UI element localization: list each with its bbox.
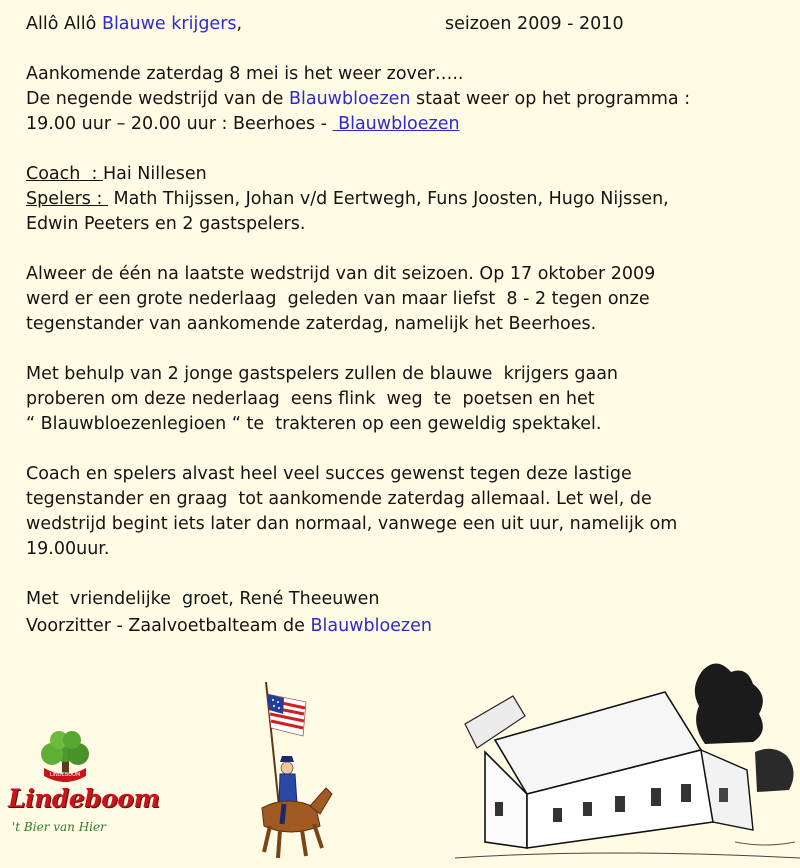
paragraph-line: Alweer de één na laatste wedstrijd van dit seizoen. Op 17 oktober 2009 <box>26 264 656 284</box>
players-label: Spelers : <box>26 189 108 209</box>
players-list: Math Thijssen, Johan v/d Eertwegh, Funs Joosten, Hugo Nijssen, <box>107 189 669 209</box>
coach-line <box>26 162 786 187</box>
paragraph-line: 19.00uur. <box>26 539 110 559</box>
greeting-suffix: , <box>236 14 243 34</box>
match-time-line: 19.00 uur – 20.00 uur : Beerhoes - Blauwbloezen <box>26 114 460 134</box>
paragraph-line: “ Blauwbloezenlegioen “ te trakteren op een geweldig spektakel. <box>26 414 602 434</box>
farmhouse-sketch-icon <box>455 652 800 868</box>
coach-label: Coach : <box>26 164 103 184</box>
paragraph-line: Met behulp van 2 jonge gastspelers zullen de blauwe krijgers gaan <box>26 364 619 384</box>
rider-with-flag-icon <box>240 676 340 866</box>
season-label: seizoen 2009 - 2010 <box>445 14 624 34</box>
paragraph-line: tegenstander en graag tot aankomende zaterdag allemaal. Let wel, de <box>26 489 652 509</box>
sponsor-tagline: 't Bier van Hier <box>12 820 106 834</box>
coach-name: Hai Nillesen <box>102 164 207 184</box>
players-line-2: Edwin Peeters en 2 gastspelers. <box>26 214 306 234</box>
paragraph-line: Coach en spelers alvast heel veel succes gewenst tegen deze lastige <box>26 464 632 484</box>
team-name-signature: Blauwbloezen <box>310 616 432 636</box>
sponsor-brand: Lindeboom <box>8 784 160 813</box>
announcement-line-1: Aankomende zaterdag 8 mei is het weer zover….. <box>26 64 464 84</box>
logo-badge-text: LINDEBOOM <box>49 772 81 778</box>
players-line <box>26 187 786 212</box>
signature-role: Voorzitter - Zaalvoetbalteam de Blauwbloezen <box>26 616 432 636</box>
paragraph-line: tegenstander van aankomende zaterdag, namelijk het Beerhoes. <box>26 314 597 334</box>
team-link[interactable]: Blauwbloezen <box>332 114 460 134</box>
greeting-line <box>26 12 786 37</box>
team-name: Blauwe krijgers <box>101 14 237 34</box>
paragraph-line: wedstrijd begint iets later dan normaal, vanwege een uit uur, namelijk om <box>26 514 678 534</box>
announcement-line-2: De negende wedstrijd van de Blauwbloezen staat weer op het programma : <box>26 89 691 109</box>
team-name-inline: Blauwbloezen <box>289 89 411 109</box>
signature-closing: Met vriendelijke groet, René Theeuwen <box>26 589 380 609</box>
paragraph-line: proberen om deze nederlaag eens flink weg te poetsen en het <box>26 389 595 409</box>
paragraph-line: werd er een grote nederlaag geleden van maar liefst 8 - 2 tegen onze <box>26 289 650 309</box>
greeting-prefix: Allô Allô <box>26 14 102 34</box>
letter-body <box>26 12 786 639</box>
